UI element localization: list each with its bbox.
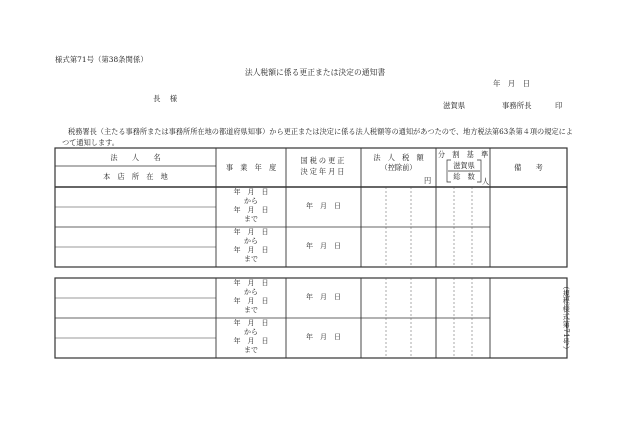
header-allocation-basis: 分 割 基 準 [437,150,489,159]
header-decision-date-line2: 決定年月日 [300,167,347,176]
period-from-word: から [244,197,258,205]
seal-mark: 印 [555,101,563,110]
header-head-office-address: 本 店 所 在 地 [103,172,168,181]
decision-date: 年 月 日 [306,293,341,301]
period-to-date: 年 月 日 [233,246,269,254]
header-fiscal-year: 事 業 年 度 [225,163,277,172]
period-to-word: まで [244,215,258,223]
document-title: 法人税額に係る更正または決定の通知書 [244,68,386,77]
issue-date: 年 月 日 [493,79,530,88]
period-from-word: から [244,237,258,245]
header-tax-amount-line1: 法 人 税 額 [373,153,424,162]
header-allocation-shiga: 滋賀県 [453,161,475,170]
addressee: 長 様 [153,94,179,103]
regulation-form-note: （規程様式第71号） [562,282,572,354]
issuer-office: 事務所長 [502,101,532,110]
period-to-date: 年 月 日 [233,206,269,214]
period-to-word: まで [244,346,258,354]
header-tax-unit: 円 [424,176,432,185]
header-allocation-unit: 人 [482,177,490,186]
period-from-word: から [244,328,258,336]
period-to-word: まで [244,306,258,314]
period-from-date: 年 月 日 [233,319,269,327]
period-from-date: 年 月 日 [233,279,269,287]
period-to-date: 年 月 日 [233,337,269,345]
decision-date: 年 月 日 [306,242,341,250]
period-to-word: まで [244,255,258,263]
decision-date: 年 月 日 [306,202,341,210]
period-from-date: 年 月 日 [233,228,269,236]
period-to-date: 年 月 日 [233,297,269,305]
header-decision-date-line1: 国税の更正 [300,156,347,165]
notice-body: 税務署長（主たる事務所または事務所所在地の都道府県知事）から更正または決定に係る法人税額等の通知があつたので、地方税法第63条第４項の規定によつて通知します。 [62,127,573,147]
header-tax-amount-line2: （控除前） [380,163,417,172]
header-remarks: 備 考 [514,163,543,172]
period-from-date: 年 月 日 [233,188,269,196]
header-allocation-total: 総 数 [453,172,475,181]
header-corp-name: 法 人 名 [110,153,161,162]
issuer-prefecture: 滋賀県 [443,101,466,110]
decision-date: 年 月 日 [306,333,341,341]
form-number: 様式第71号（第38条関係） [55,55,148,64]
period-from-word: から [244,288,258,296]
